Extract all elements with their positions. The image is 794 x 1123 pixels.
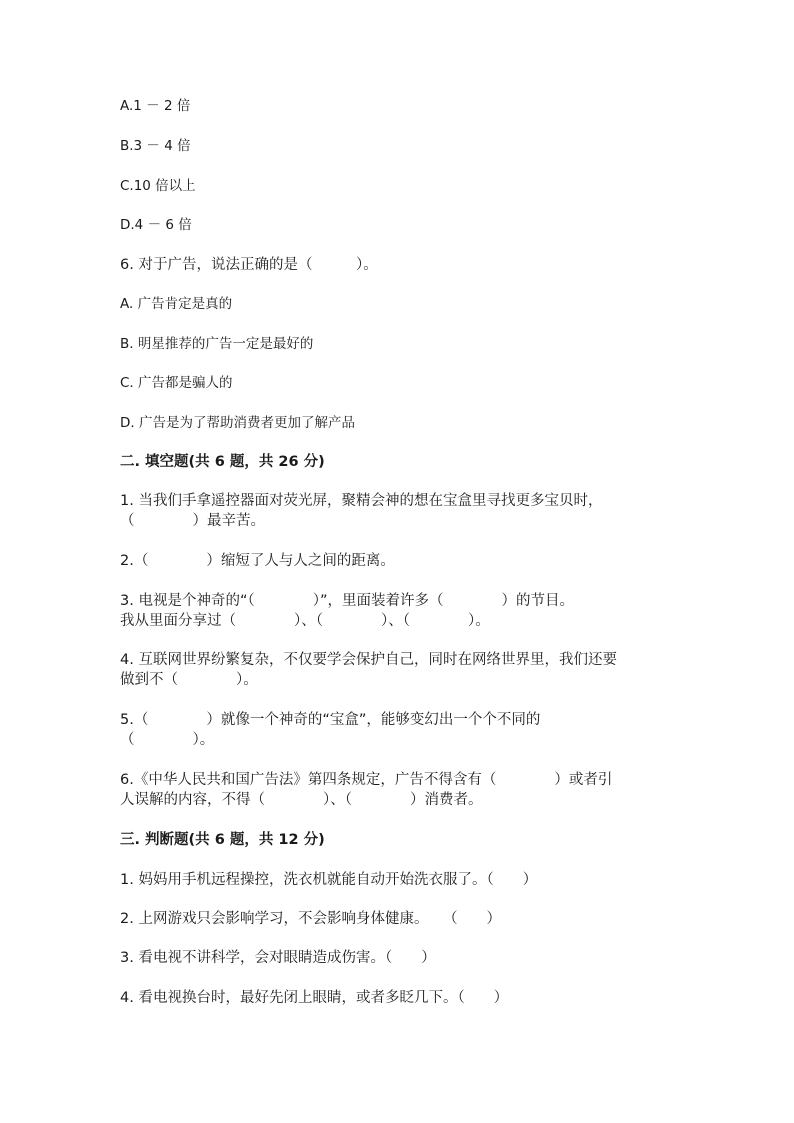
option-a: A.1 － 2 倍: [120, 98, 191, 114]
fill-q1-line1: 1. 当我们手拿遥控器面对荧光屏，聚精会神的想在宝盒里寻找更多宝贝时，: [120, 493, 603, 509]
section-2-heading: 二. 填空题(共 6 题，共 26 分): [120, 454, 325, 470]
option-b: B.3 － 4 倍: [120, 138, 191, 154]
section-3-heading: 三. 判断题(共 6 题，共 12 分): [120, 832, 325, 848]
fill-q1-line2: （ ）最辛苦。: [120, 513, 265, 529]
fill-q4-line1: 4. 互联网世界纷繁复杂，不仅要学会保护自己，同时在网络世界里，我们还要: [120, 652, 617, 668]
question-6-stem: 6. 对于广告，说法正确的是（ ）。: [120, 257, 378, 273]
fill-q2: 2.（ ）缩短了人与人之间的距离。: [120, 553, 395, 569]
fill-q3-line2: 我从里面分享过（ ）、（ ）、（ ）。: [120, 613, 490, 629]
fill-q4-line2: 做到不（ ）。: [120, 672, 258, 688]
q6-option-c: C. 广告都是骗人的: [120, 375, 233, 391]
fill-q5-line2: （ ）。: [120, 732, 215, 748]
q6-option-b: B. 明星推荐的广告一定是最好的: [120, 336, 314, 352]
judge-q3: 3. 看电视不讲科学，会对眼睛造成伤害。（ ）: [120, 950, 436, 966]
judge-q4: 4. 看电视换台时，最好先闭上眼睛，或者多眨几下。（ ）: [120, 990, 509, 1006]
fill-q6-line2: 人误解的内容，不得（ ）、（ ）消费者。: [120, 792, 483, 808]
fill-q5-line1: 5.（ ）就像一个神奇的“宝盒”，能够变幻出一个个不同的: [120, 712, 541, 728]
fill-q6-line1: 6.《中华人民共和国广告法》第四条规定，广告不得含有（ ）或者引: [120, 772, 613, 788]
judge-q1: 1. 妈妈用手机远程操控，洗衣机就能自动开始洗衣服了。（ ）: [120, 872, 538, 888]
judge-q2: 2. 上网游戏只会影响学习，不会影响身体健康。 （ ）: [120, 911, 501, 927]
q6-option-d: D. 广告是为了帮助消费者更加了解产品: [120, 415, 355, 431]
q6-option-a: A. 广告肯定是真的: [120, 296, 233, 312]
fill-q3-line1: 3. 电视是个神奇的“（ ）”，里面装着许多（ ）的节目。: [120, 593, 574, 609]
option-c: C.10 倍以上: [120, 178, 196, 194]
option-d: D.4 － 6 倍: [120, 217, 192, 233]
